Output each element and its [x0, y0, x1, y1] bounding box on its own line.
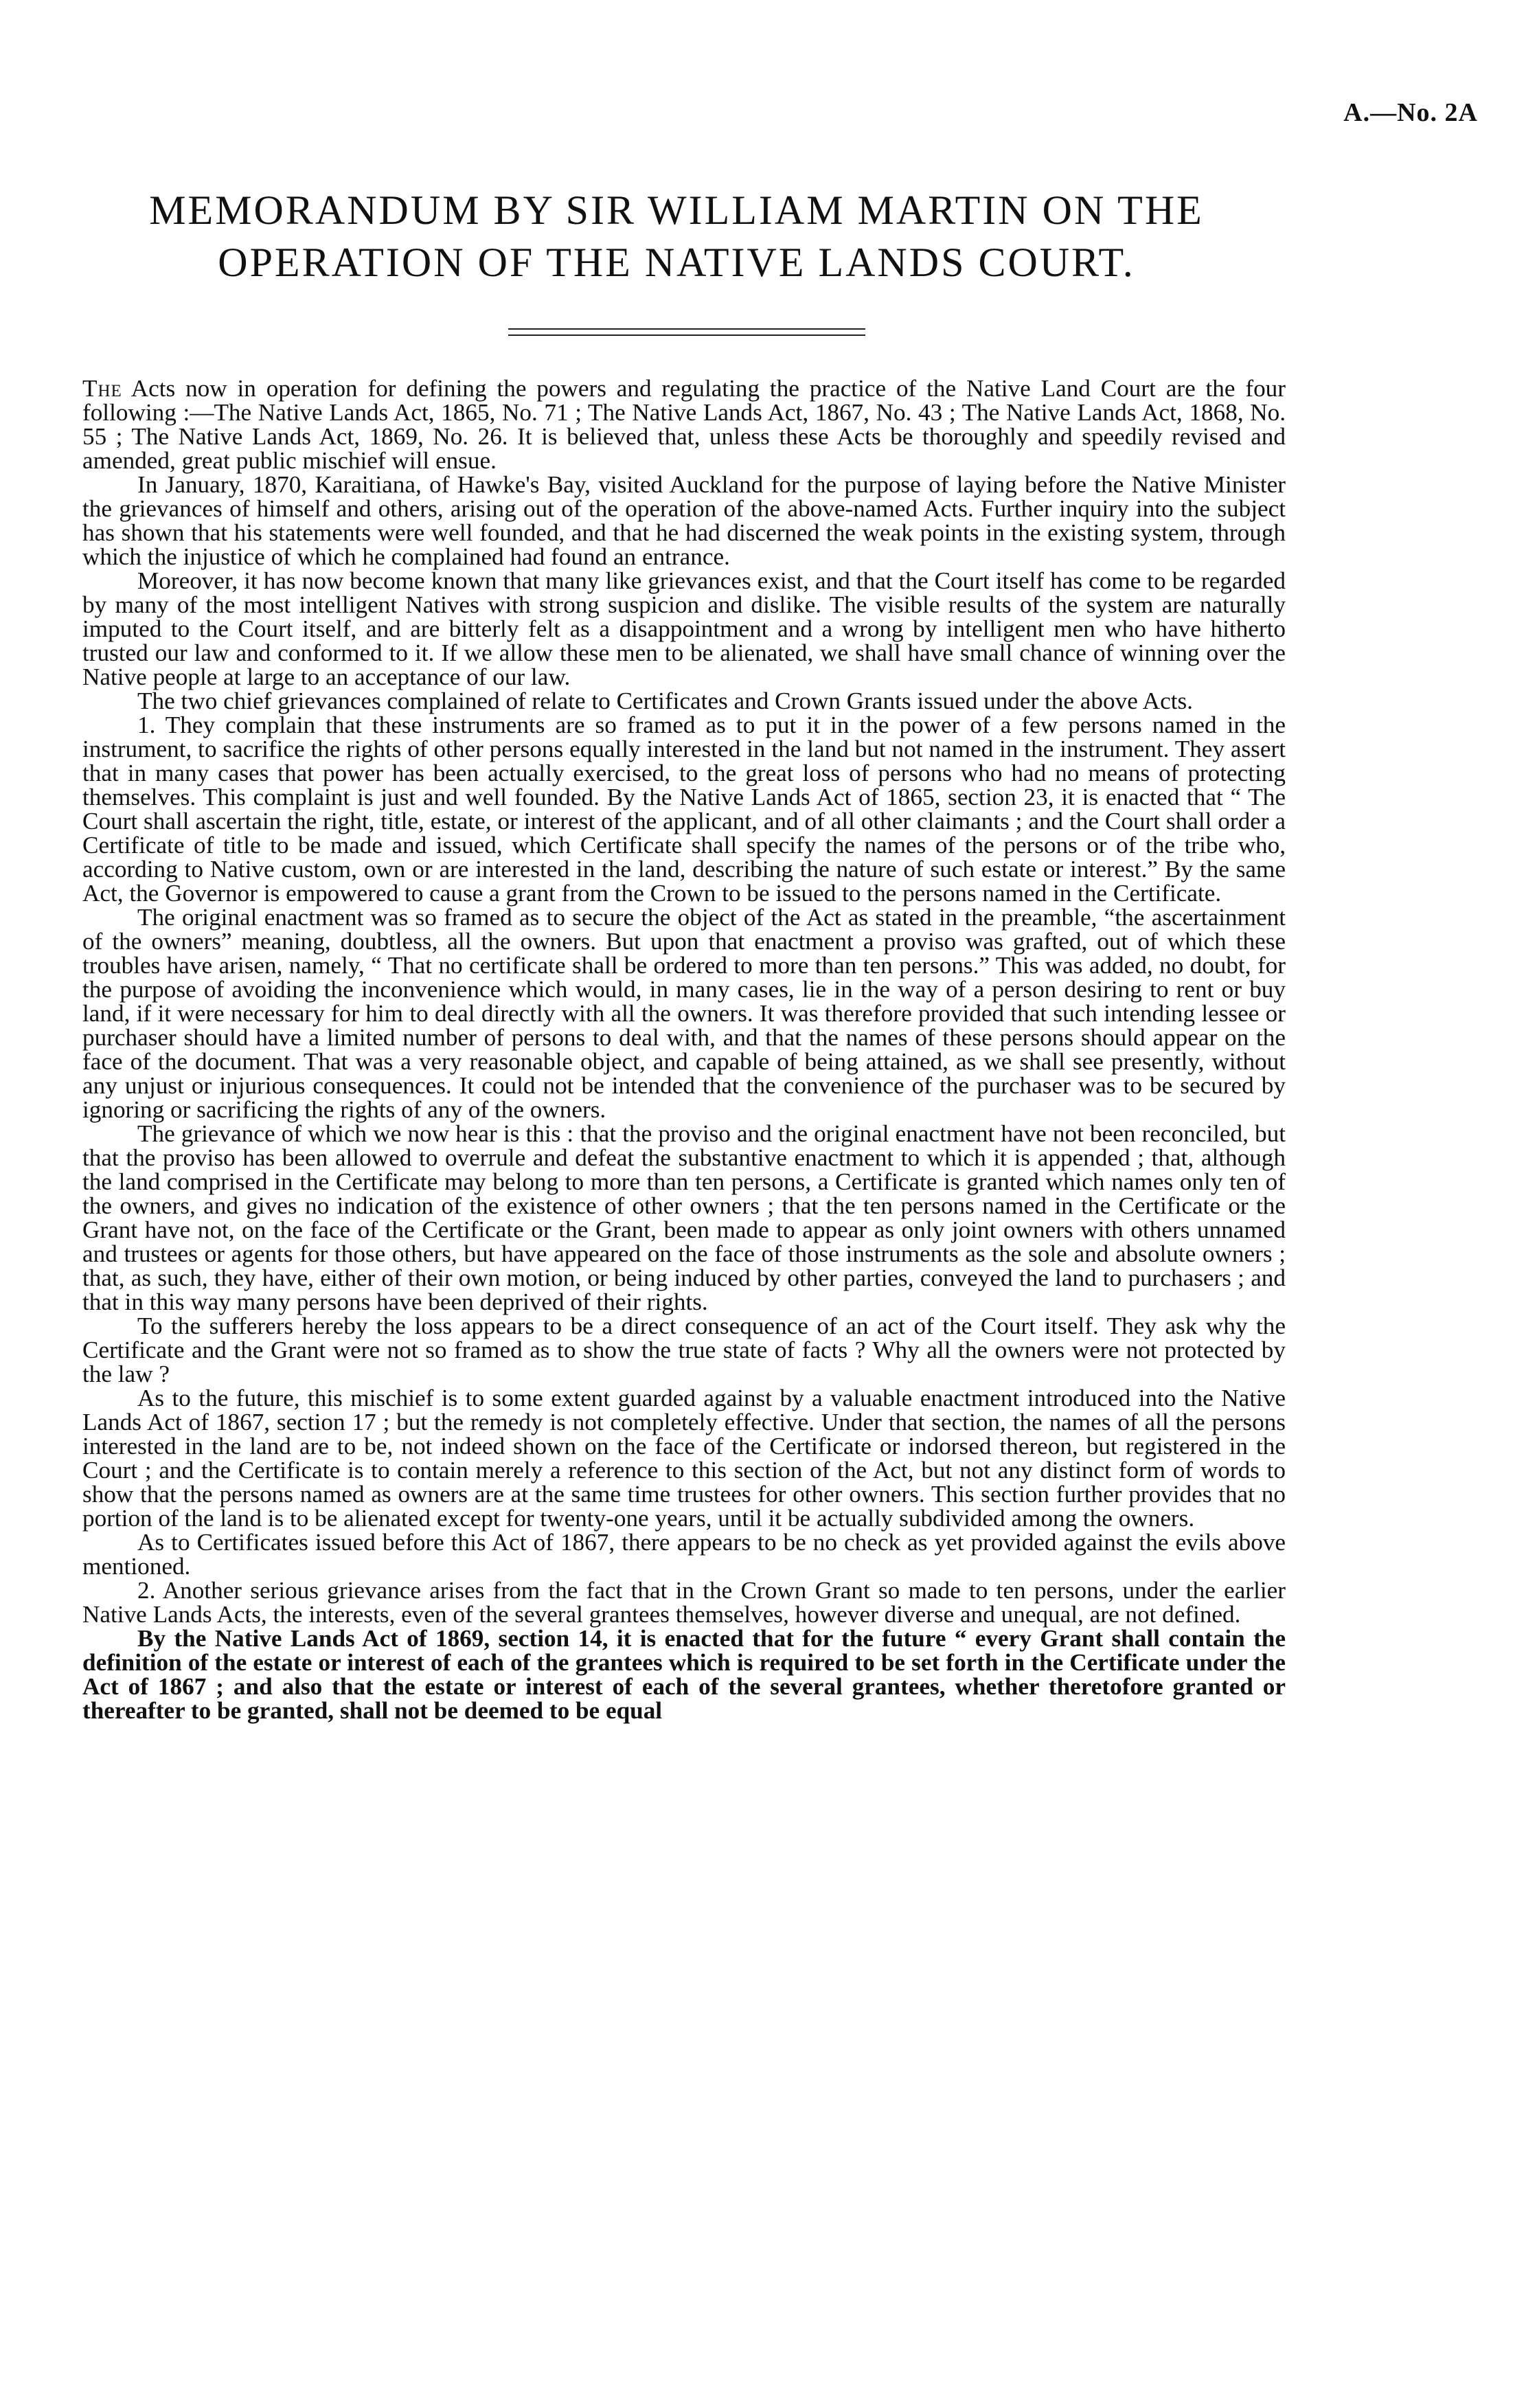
paragraph: 2. Another serious grievance arises from the fact that in the Crown Grant so made to ten persons, under the earlier Native Lands Acts, the interests, even of the several grantees themselves, however diverse and unequal, are not defined.	[82, 1577, 1286, 1628]
paragraph: To the sufferers hereby the loss appears to be a direct consequence of an act of the Court itself. They ask why the Certificate and the Grant were not so framed as to show the true state of facts ? Why all the owners were not protected by the law ?	[82, 1313, 1286, 1387]
paragraph: In January, 1870, Karaitiana, of Hawke's Bay, visited Auckland for the purpose of laying before the Native Minister the grievances of himself and others, arising out of the operation of the above-named Acts. Further inquiry into the subject has shown that his statements were well founded, and that he had discerned the weak points in the existing system, through which the injustice of which he complained had found an entrance.	[82, 471, 1286, 570]
title-divider	[508, 328, 865, 336]
paragraph-lead-word: The	[82, 375, 122, 402]
document-title: MEMORANDUM BY SIR WILLIAM MARTIN ON THE OPERATION OF THE NATIVE LANDS COURT.	[149, 188, 1204, 285]
paragraph: The original enactment was so framed as to secure the object of the Act as stated in the preamble, “the ascertainment of the owners” meaning, doubtless, all the owners. But upon that enactment a proviso was grafted, out of which these troubles have arisen, namely, “ That no certificate shall be ordered to more than ten persons.” This was added, no doubt, for the purpose of avoiding the inconvenience which would, in many cases, lie in the way of a person desiring to rent or buy land, if it were necessary for him to deal directly with all the owners. It was therefore provided that such intending lessee or purchaser should have a limited number of persons to deal with, and that the names of these persons should appear on the face of the document. That was a very reasonable object, and capable of being attained, as we shall see presently, without any unjust or injurious consequences. It could not be intended that the convenience of the purchaser was to be secured by ignoring or sacrificing the rights of any of the owners.	[82, 904, 1286, 1123]
paragraph: 1. They complain that these instruments are so framed as to put it in the power of a few persons named in the instrument, to sacrifice the rights of other persons equally interested in the land but not named in the instrument. They assert that in many cases that power has been actually exercised, to the great loss of persons who had no means of protecting themselves. This complaint is just and well founded. By the Native Lands Act of 1865, section 23, it is enacted that “ The Court shall ascertain the right, title, estate, or interest of the applicant, and of all other claimants ; and the Court shall order a Certificate of title to be made and issued, which Certificate shall specify the names of the persons or of the tribe who, according to Native custom, own or are interested in the land, describing the nature of such estate or interest.” By the same Act, the Governor is empowered to cause a grant from the Crown to be issued to the persons named in the Certificate.	[82, 712, 1286, 907]
paragraph: By the Native Lands Act of 1869, section 14, it is enacted that for the future “ every Grant shall contain the definition of the estate or interest of each of the grantees which is required to be set forth in the Certificate under the Act of 1867 ; and also that the estate or interest of each of the several grantees, whether theretofore granted or thereafter to be granted, shall not be deemed to be equal	[82, 1625, 1286, 1724]
paragraph: The grievance of which we now hear is this : that the proviso and the original enactment have not been reconciled, but that the proviso has been allowed to overrule and defeat the substantive enactment to which it is appended ; that, although the land comprised in the Certificate may belong to more than ten persons, a Certificate is granted which names only ten of the owners, and gives no indication of the existence of other owners ; that the ten persons named in the Certificate or the Grant have not, on the face of the Certificate or the Grant, been made to appear as only joint owners with others unnamed and trustees or agents for those others, but have appeared on the face of those instruments as the sole and absolute owners ; that, as such, they have, either of their own motion, or being induced by other parties, conveyed the land to purchasers ; and that in this way many persons have been deprived of their rights.	[82, 1120, 1286, 1315]
paragraph-text: Acts now in operation for defining the powers and regulating the practice of the Native Land Court are the four following :—The Native Lands Act, 1865, No. 71 ; The Native Lands Act, 1867, No. 43 ; The Native Lands Act, 1868, No. 55 ; The Native Lands Act, 1869, No. 26. It is believed that, unless these Acts be thoroughly and speedily revised and amended, great public mischief will ensue.	[82, 375, 1286, 474]
paragraph: As to the future, this mischief is to some extent guarded against by a valuable enactment introduced into the Native Lands Act of 1867, section 17 ; but the remedy is not completely effective. Under that section, the names of all the persons interested in the land are to be, not indeed shown on the face of the Certificate or indorsed thereon, but registered in the Court ; and the Certificate is to contain merely a reference to this section of the Act, but not any distinct form of words to show that the persons named as owners are at the same time trustees for other owners. This section further provides that no portion of the land is to be alienated except for twenty-one years, until it be actually subdivided among the owners.	[82, 1385, 1286, 1532]
paragraph: As to Certificates issued before this Act of 1867, there appears to be no check as yet provided against the evils above mentioned.	[82, 1529, 1286, 1580]
document-body	[82, 376, 1286, 1723]
paragraph: Moreover, it has now become known that many like grievances exist, and that the Court itself has come to be regarded by many of the most intelligent Natives with strong suspicion and dislike. The visible results of the system are naturally imputed to the Court itself, and are bitterly felt as a disappointment and a wrong by intelligent men who have hitherto trusted our law and conformed to it. If we allow these men to be alienated, we shall have small chance of winning over the Native people at large to an acceptance of our law.	[82, 567, 1286, 690]
paragraph	[82, 376, 1286, 473]
page-reference: A.—No. 2A	[1343, 98, 1478, 127]
paragraph: The two chief grievances complained of relate to Certificates and Crown Grants issued under the above Acts.	[137, 688, 1193, 714]
